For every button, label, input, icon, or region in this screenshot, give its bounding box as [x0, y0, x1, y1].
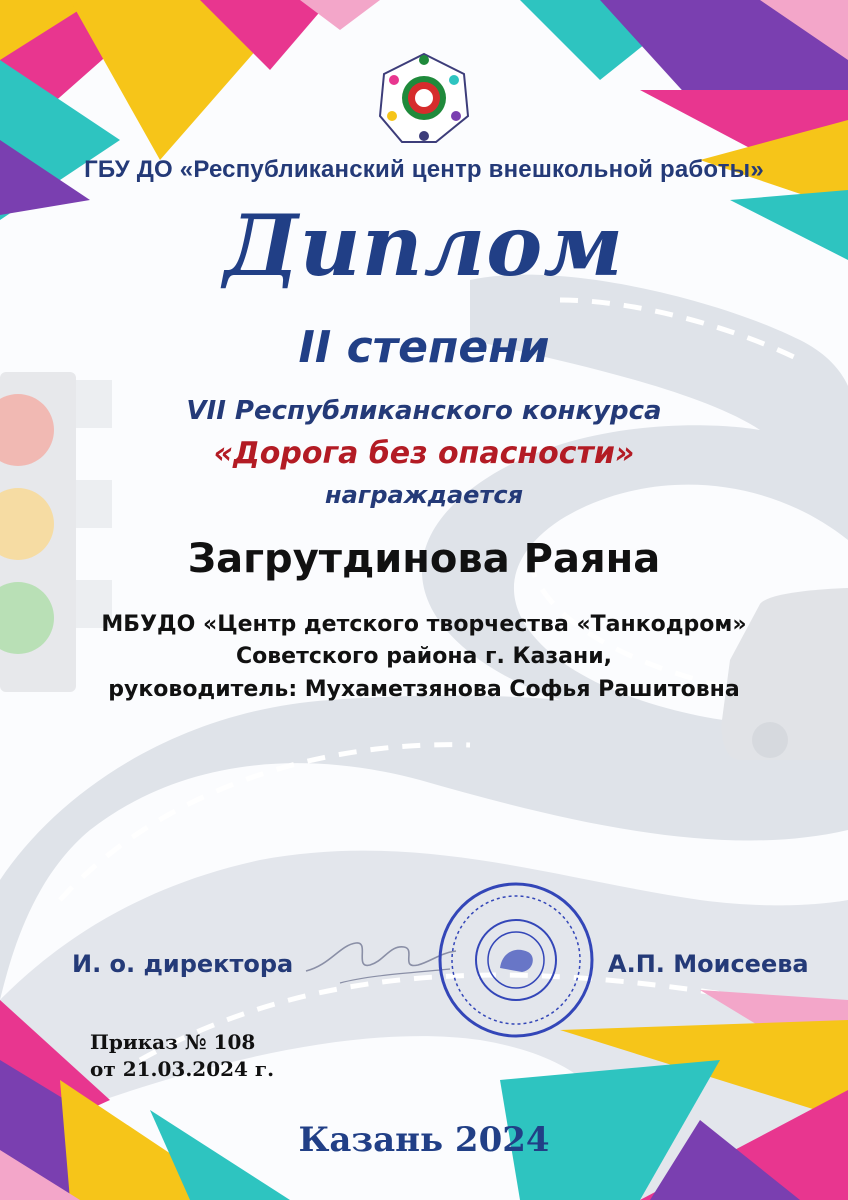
recipient-name: Загрутдинова Раяна [187, 536, 661, 582]
diploma-degree: II степени [298, 322, 550, 373]
diploma-title: Диплом [223, 196, 625, 295]
institution-line: МБУДО «Центр детского творчества «Танкодром» [101, 612, 747, 637]
stamp-icon [436, 880, 596, 1040]
order-number: Приказ № 108 [90, 1030, 256, 1054]
organization-name: ГБУ ДО «Республиканский центр внешкольной работы» [84, 156, 764, 183]
contest-name: «Дорога без опасности» [213, 436, 635, 471]
awarded-label: награждается [325, 481, 523, 509]
order-date: от 21.03.2024 г. [90, 1057, 275, 1081]
city-year: Казань 2024 [298, 1120, 550, 1160]
signatory-name: А.П. Моисеева [608, 950, 809, 978]
institution-line: Советского района г. Казани, [236, 644, 612, 669]
contest-line: VII Республиканского конкурса [186, 396, 662, 426]
emblem-icon [372, 50, 476, 146]
supervisor-line: руководитель: Мухаметзянова Софья Рашитовна [108, 677, 740, 702]
signatory-position: И. о. директора [72, 950, 294, 978]
